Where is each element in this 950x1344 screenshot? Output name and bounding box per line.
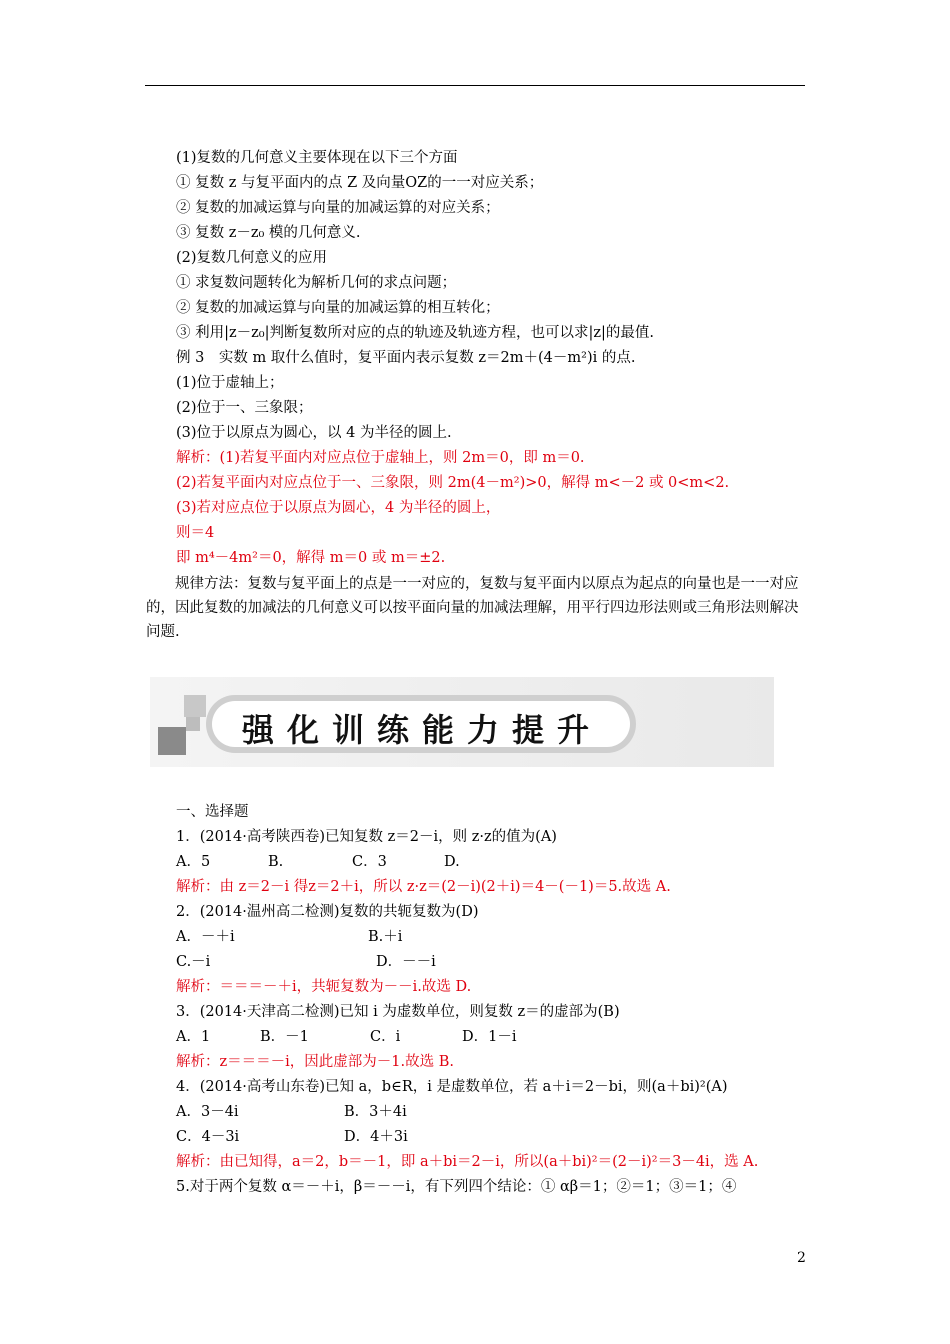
option-d: D．－－i <box>376 954 436 970</box>
option-a: A．－＋i <box>176 929 235 945</box>
solution-line: (3)若对应点位于以原点为圆心，4 为半径的圆上， <box>176 500 501 516</box>
option-c: C．4－3i <box>176 1129 240 1145</box>
text-line: (1)复数的几何意义主要体现在以下三个方面 <box>176 150 458 166</box>
banner-title: 强化训练能力提升 <box>242 711 603 749</box>
method-paragraph: 规律方法：复数与复平面上的点是一一对应的，复数与复平面内以原点为起点的向量也是一一对应的，因此复数的加减法的几何意义可以按平面向量的加减法理解，用平行四边形法则或三角形法则解决问题. <box>146 576 799 640</box>
option-d: D．1－i <box>462 1029 517 1045</box>
question-2: 2．(2014·温州高二检测)复数的共轭复数为(D) <box>176 904 479 920</box>
answer-1: 解析：由 z＝2－i 得z＝2＋i，所以 z·z＝(2－i)(2＋i)＝4－(－1)＝5.故选 A. <box>176 879 671 895</box>
option-b: B．3＋4i <box>344 1104 407 1120</box>
text-line: (2)复数几何意义的应用 <box>176 250 328 266</box>
option-c: C．i <box>370 1029 401 1045</box>
option-a: A．5 <box>176 854 211 870</box>
text-line: (1)位于虚轴上； <box>176 375 284 391</box>
option-b: B．－1 <box>260 1029 309 1045</box>
option-c: C．3 <box>352 854 387 870</box>
solution-line: (2)若复平面内对应点位于一、三象限，则 2m(4－m²)>0，解得 m<－2 或 0<m<2. <box>176 475 730 491</box>
solution-line: 即 m⁴－4m²＝0，解得 m＝0 或 m＝±2. <box>176 550 446 566</box>
solution-line: 解析：(1)若复平面内对应点位于虚轴上，则 2m＝0，即 m＝0. <box>176 450 585 466</box>
solution-line: 则＝4 <box>176 525 215 541</box>
option-a: A．3－4i <box>176 1104 239 1120</box>
header-rule <box>145 85 805 86</box>
option-b: B. <box>268 854 284 870</box>
option-b: B.＋i <box>368 929 403 945</box>
section-heading: 一、选择题 <box>176 804 249 820</box>
option-d: D. <box>444 854 460 870</box>
decor-square <box>158 727 186 755</box>
answer-2: 解析：＝＝＝－＋i，共轭复数为－－i.故选 D. <box>176 979 472 995</box>
decor-square <box>186 717 200 731</box>
section-banner <box>150 677 774 767</box>
page-number: 2 <box>797 1250 806 1266</box>
text-line: ① 复数 z 与复平面内的点 Z 及向量OZ的一一对应关系； <box>176 175 544 191</box>
text-line: (3)位于以原点为圆心，以 4 为半径的圆上. <box>176 425 452 441</box>
text-line: ③ 利用|z－z₀|判断复数所对应的点的轨迹及轨迹方程，也可以求|z|的最值. <box>176 325 654 341</box>
question-5: 5.对于两个复数 α＝－＋i，β＝－－i，有下列四个结论：① αβ＝1；②＝1；③＝1；④ <box>176 1179 737 1195</box>
answer-3: 解析：z＝＝＝－i，因此虚部为－1.故选 B. <box>176 1054 454 1070</box>
question-3: 3．(2014·天津高二检测)已知 i 为虚数单位，则复数 z＝的虚部为(B) <box>176 1004 620 1020</box>
text-line: ② 复数的加减运算与向量的加减运算的对应关系； <box>176 200 500 216</box>
text-line: ② 复数的加减运算与向量的加减运算的相互转化； <box>176 300 500 316</box>
text-line: ① 求复数问题转化为解析几何的求点问题； <box>176 275 457 291</box>
text-line: ③ 复数 z－z₀ 模的几何意义. <box>176 225 361 241</box>
option-d: D．4＋3i <box>344 1129 408 1145</box>
text-line: (2)位于一、三象限； <box>176 400 313 416</box>
question-4: 4．(2014·高考山东卷)已知 a，b∈R，i 是虚数单位，若 a＋i＝2－bi，则(a＋bi)²(A) <box>176 1079 728 1095</box>
example-title: 例 3 实数 m 取什么值时，复平面内表示复数 z＝2m＋(4－m²)i 的点. <box>176 350 636 366</box>
question-1: 1．(2014·高考陕西卷)已知复数 z＝2－i，则 z·z的值为(A) <box>176 829 557 845</box>
option-c: C.－i <box>176 954 211 970</box>
decor-square <box>184 695 206 717</box>
answer-4: 解析：由已知得，a＝2，b＝－1，即 a＋bi＝2－i，所以(a＋bi)²＝(2－i)²＝3－4i，选 A. <box>176 1154 759 1170</box>
option-a: A．1 <box>176 1029 211 1045</box>
